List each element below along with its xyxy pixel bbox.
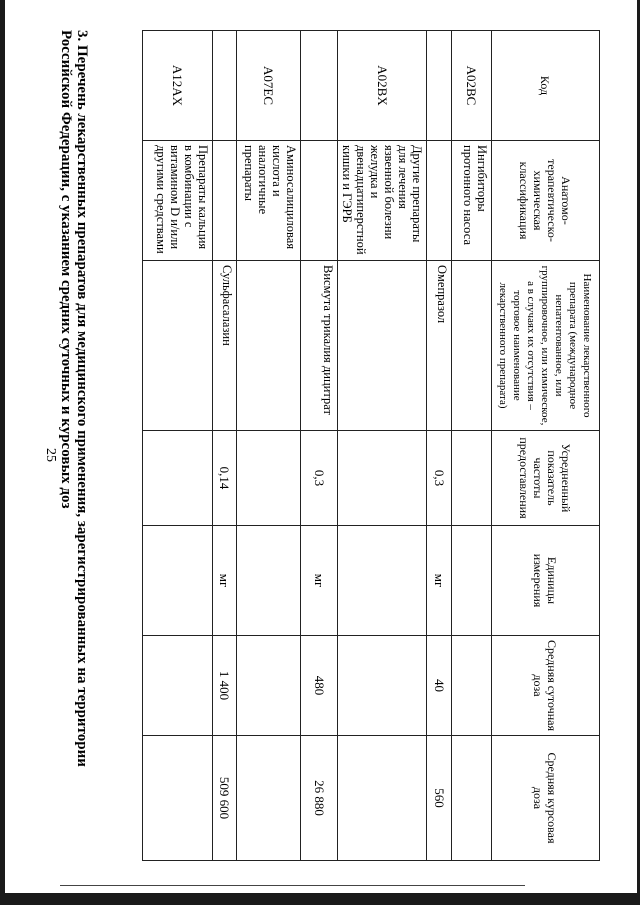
cell-atc xyxy=(427,141,452,261)
cell-name xyxy=(452,261,492,431)
heading-line-2: Российской Федерации, с указанием средних суточных и курсовых доз xyxy=(58,30,74,509)
cell-name: Сульфасалазин xyxy=(213,261,237,431)
cell-daily-dose: 1 400 xyxy=(213,636,237,736)
cell-course-dose xyxy=(338,736,427,861)
cell-frequency: 0,14 xyxy=(213,431,237,526)
cell-daily-dose xyxy=(143,636,213,736)
cell-course-dose: 560 xyxy=(427,736,452,861)
cell-daily-dose xyxy=(338,636,427,736)
cell-code: A12AX xyxy=(143,31,213,141)
cell-unit: мг xyxy=(213,526,237,636)
cell-atc: Аминосалициловая кислота и аналогичные препараты xyxy=(237,141,301,261)
header-unit: Единицы измерения xyxy=(492,526,600,636)
cell-unit: мг xyxy=(301,526,338,636)
cell-frequency xyxy=(237,431,301,526)
cell-daily-dose: 480 xyxy=(301,636,338,736)
scan-line xyxy=(60,885,525,886)
cell-unit xyxy=(452,526,492,636)
cell-unit xyxy=(143,526,213,636)
cell-course-dose xyxy=(143,736,213,861)
cell-frequency: 0,3 xyxy=(301,431,338,526)
table-row xyxy=(143,31,213,861)
cell-code xyxy=(427,31,452,141)
page-number: 25 xyxy=(43,448,58,462)
cell-code xyxy=(213,31,237,141)
cell-code: A02BC xyxy=(452,31,492,141)
header-code: Код xyxy=(492,31,600,141)
cell-atc xyxy=(213,141,237,261)
header-name: Наименование лекарственного препарата (международное непатентованное, или группировочное, или химическое, а в случаях их отсутствия – торговое наименование лекарственного препарата) xyxy=(492,261,600,431)
cell-course-dose xyxy=(452,736,492,861)
cell-code: A02BX xyxy=(338,31,427,141)
cell-name xyxy=(143,261,213,431)
cell-atc: Препараты кальция в комбинации с витамином D и/или другими средствами xyxy=(143,141,213,261)
header-course-dose: Средняя курсовая доза xyxy=(492,736,600,861)
scan-border-left xyxy=(0,0,5,905)
cell-unit xyxy=(338,526,427,636)
cell-frequency xyxy=(143,431,213,526)
cell-daily-dose: 40 xyxy=(427,636,452,736)
table-row xyxy=(427,31,452,861)
cell-atc xyxy=(301,141,338,261)
cell-frequency xyxy=(452,431,492,526)
header-atc: Анатомо-терапевтическо-химическая классификация xyxy=(492,141,600,261)
table-row xyxy=(237,31,301,861)
cell-daily-dose xyxy=(452,636,492,736)
drug-table xyxy=(142,30,600,861)
cell-name: Висмута трикалия дицитрат xyxy=(301,261,338,431)
table-row xyxy=(452,31,492,861)
header-frequency: Усредненный показатель частоты предоставления xyxy=(492,431,600,526)
cell-course-dose: 26 880 xyxy=(301,736,338,861)
cell-name xyxy=(338,261,427,431)
cell-code: A07EC xyxy=(237,31,301,141)
cell-course-dose: 509 600 xyxy=(213,736,237,861)
cell-code xyxy=(301,31,338,141)
table-header-row xyxy=(492,31,600,861)
cell-frequency xyxy=(338,431,427,526)
cell-frequency: 0,3 xyxy=(427,431,452,526)
rotated-page xyxy=(40,30,600,880)
header-daily-dose: Средняя суточная доза xyxy=(492,636,600,736)
cell-daily-dose xyxy=(237,636,301,736)
table-row xyxy=(213,31,237,861)
cell-course-dose xyxy=(237,736,301,861)
scan-border-bottom xyxy=(0,893,640,905)
cell-unit: мг xyxy=(427,526,452,636)
cell-name: Омепразол xyxy=(427,261,452,431)
cell-atc: Ингибиторы протонного насоса xyxy=(452,141,492,261)
cell-unit xyxy=(237,526,301,636)
cell-name xyxy=(237,261,301,431)
table-row xyxy=(301,31,338,861)
heading-line-1: 3. Перечень лекарственных препаратов для медицинского применения, зарегистрированных на территории xyxy=(74,30,90,767)
section-heading xyxy=(58,30,90,880)
cell-atc: Другие препараты для лечения язвенной болезни желудка и двенадцатиперстной кишки и ГЭРБ xyxy=(338,141,427,261)
table-row xyxy=(338,31,427,861)
